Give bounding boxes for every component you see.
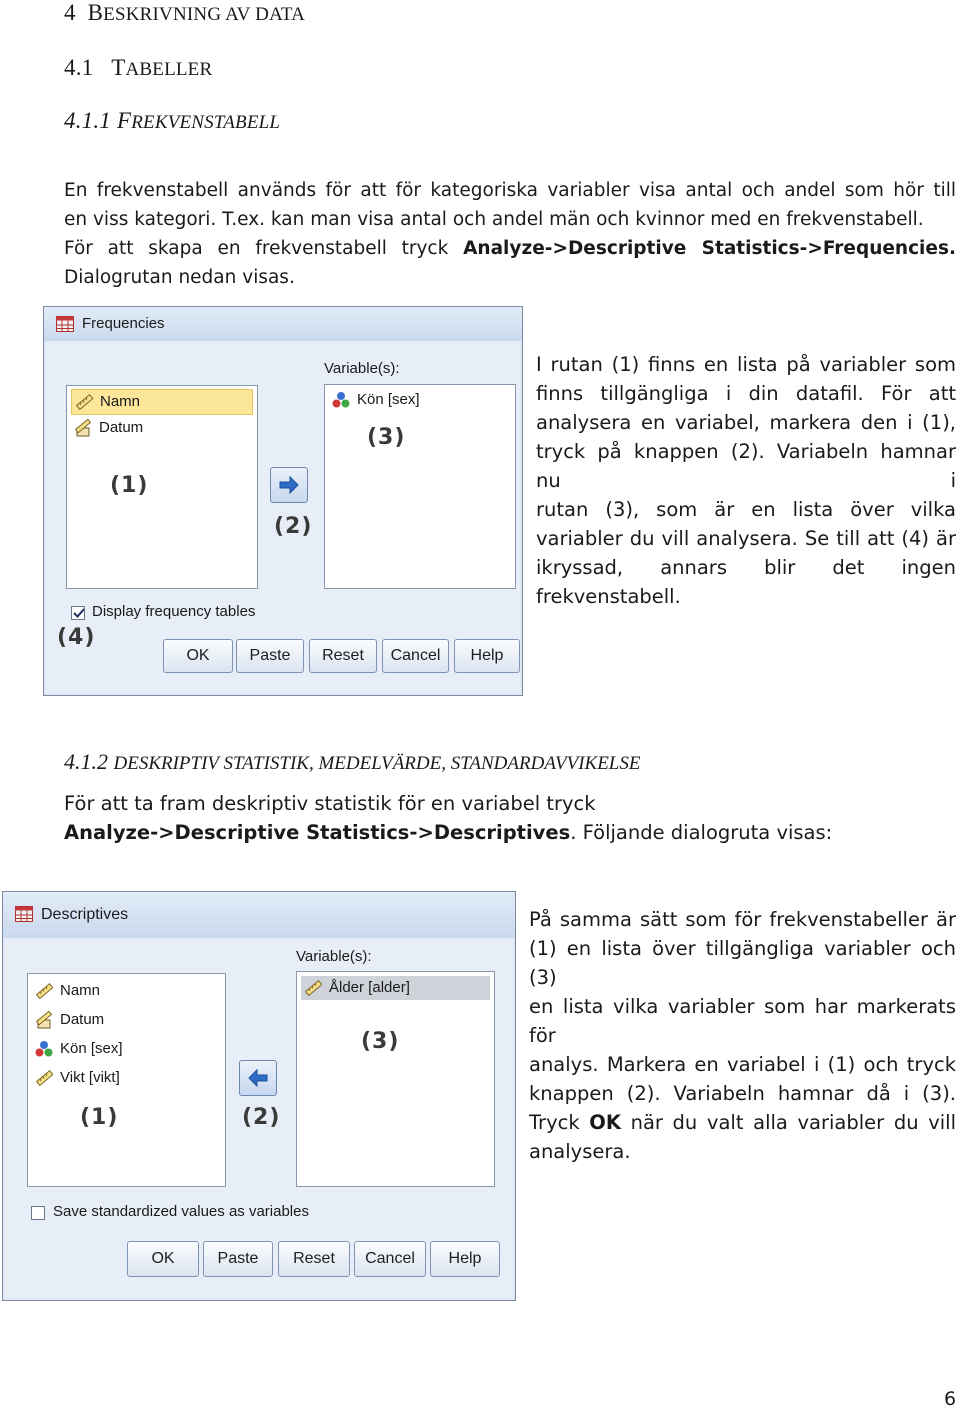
ok-button[interactable]: OK [127,1241,199,1277]
frequencies-titlebar [44,307,522,341]
heading-section-4-1-1: 4.1.1 FREKVENSTABELL [64,108,281,133]
descriptives-intro: För att ta fram deskriptiv statistik för en variabel tryck Analyze->Descriptive Statistics->Descriptives. Följande dialogruta visas: [64,792,833,844]
move-right-button[interactable] [270,467,308,503]
target-variable-list[interactable] [324,384,516,589]
display-frequency-tables-checkbox[interactable] [71,606,85,620]
source-variable-list[interactable] [27,973,226,1187]
list-item[interactable]: Kön [sex] [329,388,511,412]
ruler-icon [75,393,93,411]
cancel-button[interactable]: Cancel [354,1241,426,1277]
descriptives-dialog [2,891,516,1301]
table-icon [56,316,74,332]
variables-label: Variable(s): [324,360,400,377]
list-item[interactable]: Datum [32,1008,221,1032]
arrow-left-icon [247,1067,269,1089]
heading-section-4-1-2: 4.1.2 DESKRIPTIV STATISTIK, MEDELVÄRDE, STANDARDAVVIKELSE [64,749,641,774]
descriptives-titlebar [3,892,515,938]
marker-4: (4) [57,625,96,650]
paste-button[interactable]: Paste [203,1241,273,1277]
checkbox-label: Save standardized values as variables [53,1203,309,1220]
table-icon [15,906,33,922]
list-item[interactable]: Vikt [vikt] [32,1066,221,1090]
ok-button[interactable]: OK [163,639,233,673]
ruler-icon [304,979,322,997]
paste-button[interactable]: Paste [236,639,304,673]
frequencies-dialog [43,306,523,696]
dialog-title: Frequencies [82,315,165,332]
frequencies-description: I rutan (1) finns en lista på variabler som finns tillgängliga i din datafil. För att analysera en variabel, markera den i (1), tryck på knappen (2). Variabeln hamnar nu i rutan (3), som är en lista över vilka variabler du vill analysera. Se till att (4) är ikryssad, annars blir det ingen frekvenstabell. [536,353,956,608]
scale-icon [35,1011,53,1029]
cancel-button[interactable]: Cancel [382,639,449,673]
list-item[interactable]: Kön [sex] [32,1037,221,1061]
page-number: 6 [944,1388,957,1410]
checkbox-label: Display frequency tables [92,603,256,620]
target-variable-list[interactable] [296,971,495,1187]
ruler-icon [35,1069,53,1087]
checkmark-icon [73,607,85,619]
descriptives-description: På samma sätt som för frekvenstabeller är (1) en lista över tillgängliga variabler och (3) en lista vilka variabler som har markerats för analys. Markera en variabel i (1) och tryck knappen (2). Variabeln hamnar då i (3). Tryck OK när du valt alla variabler du vill analysera. [529,908,956,1163]
list-item[interactable]: Ålder [alder] [301,976,490,1000]
save-standardized-checkbox[interactable] [31,1206,45,1220]
source-variable-list[interactable] [66,385,258,589]
variables-label: Variable(s): [296,948,372,965]
marker-1: (1) [110,473,149,498]
list-item[interactable]: Datum [71,416,253,440]
reset-button[interactable]: Reset [309,639,377,673]
help-button[interactable]: Help [430,1241,500,1277]
marker-3: (3) [367,425,406,450]
scale-icon [74,419,92,437]
help-button[interactable]: Help [454,639,520,673]
dialog-title: Descriptives [41,906,129,923]
list-item[interactable]: Namn [32,979,221,1003]
nominal-balls-icon [332,391,350,409]
ruler-icon [35,982,53,1000]
heading-section-4: 4 BESKRIVNING AV DATA [64,0,306,25]
marker-2: (2) [274,514,313,539]
nominal-balls-icon [35,1040,53,1058]
intro-paragraph: En frekvenstabell används för att för kategoriska variabler visa antal och andel som hör till en viss kategori. T.ex. kan man visa antal och andel män och kvinnor med en frekvenstabell. För att skapa en frekvenstabell tryck Analyze->Descriptive Statistics->Frequencies. Dialogrutan nedan visas. [64,180,956,288]
marker-2: (2) [242,1105,281,1130]
list-item[interactable]: Namn [71,389,253,415]
marker-3: (3) [361,1029,400,1054]
marker-1: (1) [80,1105,119,1130]
heading-section-4-1: 4.1 TABELLER [64,55,213,80]
move-left-button[interactable] [239,1060,277,1096]
arrow-right-icon [278,474,300,496]
reset-button[interactable]: Reset [278,1241,350,1277]
